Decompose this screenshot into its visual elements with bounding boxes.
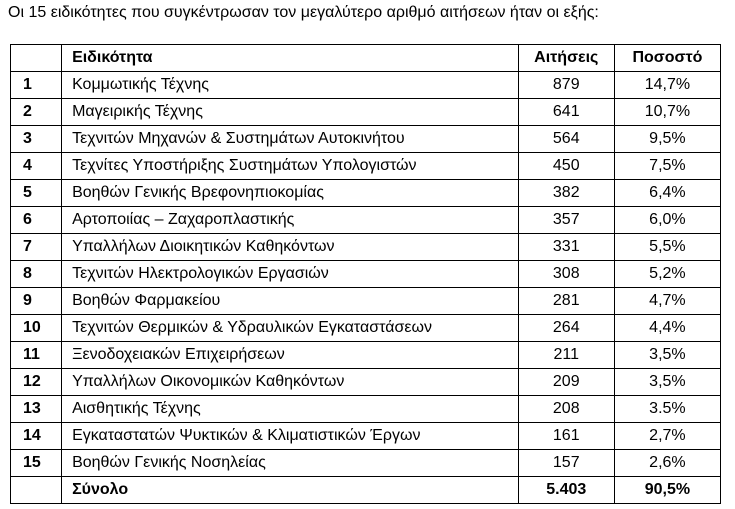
total-label: Σύνολο bbox=[62, 477, 519, 504]
row-percentage: 2,7% bbox=[614, 423, 720, 450]
row-applications: 564 bbox=[518, 126, 614, 153]
row-percentage: 3.5% bbox=[614, 396, 720, 423]
header-number bbox=[11, 45, 62, 72]
table-row bbox=[11, 126, 721, 153]
row-specialty: Μαγειρικής Τέχνης bbox=[62, 99, 519, 126]
table-row bbox=[11, 342, 721, 369]
row-number: 12 bbox=[11, 369, 62, 396]
header-percentage: Ποσοστό bbox=[614, 45, 720, 72]
row-number: 4 bbox=[11, 153, 62, 180]
row-number: 13 bbox=[11, 396, 62, 423]
row-percentage: 7,5% bbox=[614, 153, 720, 180]
row-number: 11 bbox=[11, 342, 62, 369]
row-specialty: Υπαλλήλων Διοικητικών Καθηκόντων bbox=[62, 234, 519, 261]
row-percentage: 6,0% bbox=[614, 207, 720, 234]
table-row bbox=[11, 261, 721, 288]
row-number: 10 bbox=[11, 315, 62, 342]
row-number: 5 bbox=[11, 180, 62, 207]
row-specialty: Ξενοδοχειακών Επιχειρήσεων bbox=[62, 342, 519, 369]
intro-text: Οι 15 ειδικότητες που συγκέντρωσαν τον μεγαλύτερο αριθμό αιτήσεων ήταν οι εξής: bbox=[8, 4, 599, 21]
specialties-table bbox=[10, 44, 721, 504]
row-number: 7 bbox=[11, 234, 62, 261]
row-percentage: 10,7% bbox=[614, 99, 720, 126]
row-specialty: Τεχνιτών Ηλεκτρολογικών Εργασιών bbox=[62, 261, 519, 288]
table-row bbox=[11, 450, 721, 477]
table-row bbox=[11, 180, 721, 207]
table-row bbox=[11, 207, 721, 234]
row-specialty: Βοηθών Γενικής Βρεφονηπιοκομίας bbox=[62, 180, 519, 207]
row-specialty: Τεχνιτών Θερμικών & Υδραυλικών Εγκαταστάσεων bbox=[62, 315, 519, 342]
row-specialty: Βοηθών Γενικής Νοσηλείας bbox=[62, 450, 519, 477]
row-percentage: 4,4% bbox=[614, 315, 720, 342]
row-specialty: Εγκαταστατών Ψυκτικών & Κλιματιστικών Έργων bbox=[62, 423, 519, 450]
total-row bbox=[11, 477, 721, 504]
row-number: 8 bbox=[11, 261, 62, 288]
total-percentage: 90,5% bbox=[614, 477, 720, 504]
row-number: 15 bbox=[11, 450, 62, 477]
row-applications: 641 bbox=[518, 99, 614, 126]
total-applications: 5.403 bbox=[518, 477, 614, 504]
row-specialty: Αρτοποιίας – Ζαχαροπλαστικής bbox=[62, 207, 519, 234]
row-percentage: 5,2% bbox=[614, 261, 720, 288]
row-applications: 357 bbox=[518, 207, 614, 234]
row-number: 14 bbox=[11, 423, 62, 450]
table-row bbox=[11, 369, 721, 396]
table-row bbox=[11, 423, 721, 450]
row-number: 9 bbox=[11, 288, 62, 315]
row-applications: 450 bbox=[518, 153, 614, 180]
table-row bbox=[11, 315, 721, 342]
row-percentage: 3,5% bbox=[614, 369, 720, 396]
table-row bbox=[11, 234, 721, 261]
row-specialty: Τεχνίτες Υποστήριξης Συστημάτων Υπολογιστών bbox=[62, 153, 519, 180]
header-specialty: Ειδικότητα bbox=[62, 45, 519, 72]
row-specialty: Αισθητικής Τέχνης bbox=[62, 396, 519, 423]
row-applications: 281 bbox=[518, 288, 614, 315]
table-row bbox=[11, 153, 721, 180]
row-applications: 264 bbox=[518, 315, 614, 342]
row-percentage: 2,6% bbox=[614, 450, 720, 477]
row-specialty: Κομμωτικής Τέχνης bbox=[62, 72, 519, 99]
table-header-row bbox=[11, 45, 721, 72]
row-percentage: 6,4% bbox=[614, 180, 720, 207]
row-applications: 209 bbox=[518, 369, 614, 396]
row-number: 2 bbox=[11, 99, 62, 126]
row-percentage: 5,5% bbox=[614, 234, 720, 261]
row-applications: 308 bbox=[518, 261, 614, 288]
header-applications: Αιτήσεις bbox=[518, 45, 614, 72]
row-applications: 211 bbox=[518, 342, 614, 369]
row-number: 1 bbox=[11, 72, 62, 99]
table-row bbox=[11, 396, 721, 423]
row-applications: 879 bbox=[518, 72, 614, 99]
table-row bbox=[11, 99, 721, 126]
row-applications: 382 bbox=[518, 180, 614, 207]
row-applications: 331 bbox=[518, 234, 614, 261]
row-applications: 157 bbox=[518, 450, 614, 477]
table-row bbox=[11, 72, 721, 99]
row-percentage: 4,7% bbox=[614, 288, 720, 315]
row-specialty: Βοηθών Φαρμακείου bbox=[62, 288, 519, 315]
table-row bbox=[11, 288, 721, 315]
row-specialty: Τεχνιτών Μηχανών & Συστημάτων Αυτοκινήτου bbox=[62, 126, 519, 153]
row-applications: 208 bbox=[518, 396, 614, 423]
row-specialty: Υπαλλήλων Οικονομικών Καθηκόντων bbox=[62, 369, 519, 396]
row-number: 6 bbox=[11, 207, 62, 234]
row-percentage: 3,5% bbox=[614, 342, 720, 369]
row-percentage: 9,5% bbox=[614, 126, 720, 153]
total-number-cell bbox=[11, 477, 62, 504]
row-applications: 161 bbox=[518, 423, 614, 450]
row-percentage: 14,7% bbox=[614, 72, 720, 99]
row-number: 3 bbox=[11, 126, 62, 153]
